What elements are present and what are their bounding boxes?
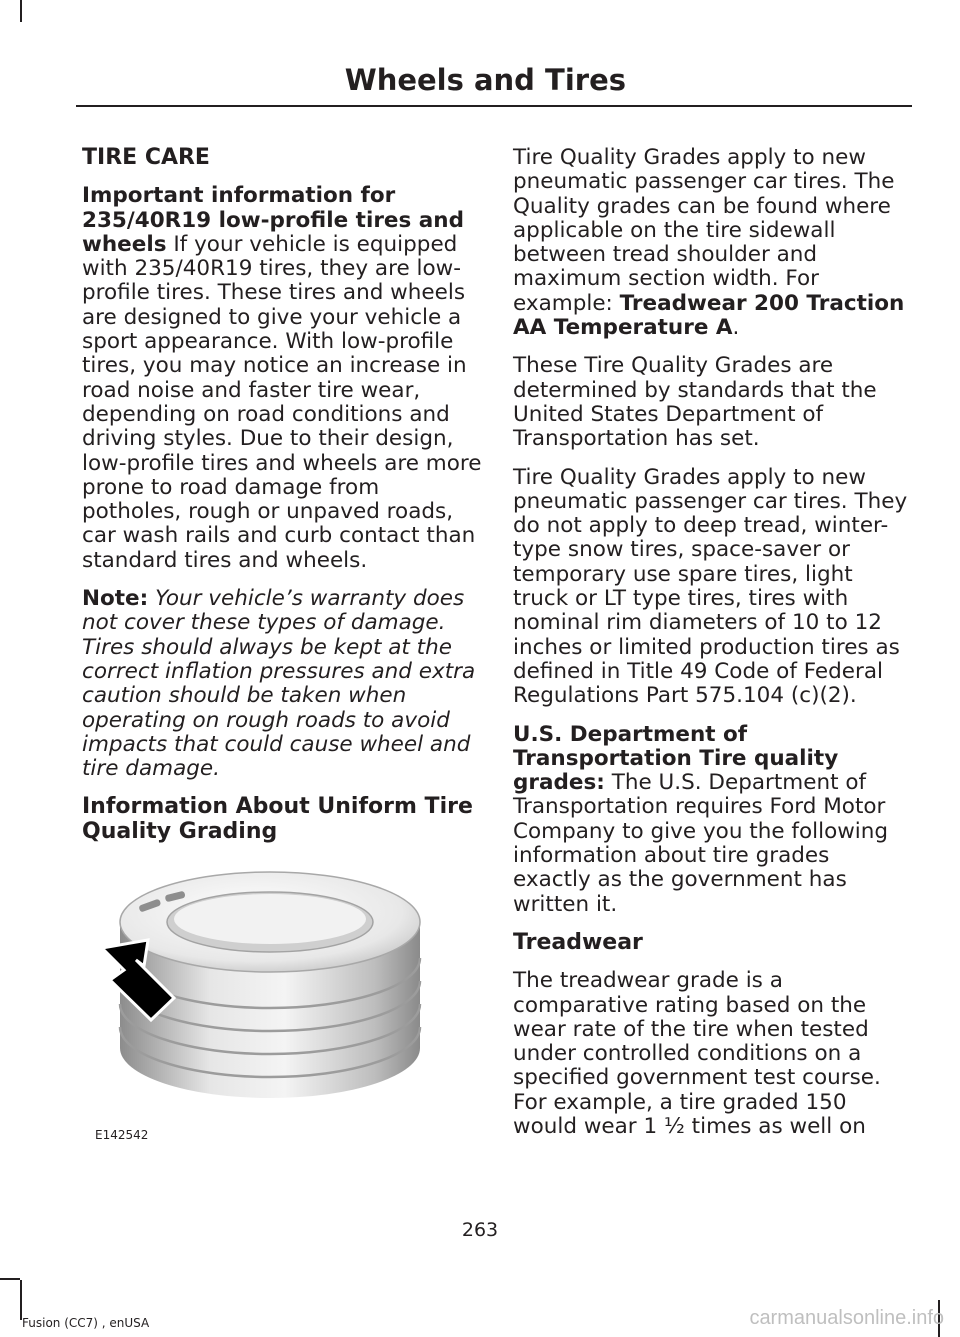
- right-column: [513, 146, 913, 1153]
- crop-mark: [20, 0, 22, 22]
- note-text: Your vehicle’s warranty does not cover these types of damage. Tires should always be kept at the correct inflation pressures and extra caution should be taken when operating on rough roads to avoid impacts that could cause wheel and tire damage.: [82, 586, 476, 782]
- low-profile-heading: Important information for 235/40R19 low-profile tires and wheels: [82, 183, 464, 257]
- low-profile-text: If your vehicle is equipped with 235/40R19 tires, they are low-profile tires. These tires and wheels are designed to give your vehicle a sport appearance. With low-profile tires, you may notice an increase in road noise and faster tire wear, depending on road conditions and driving styles. Due to their design, low-profile tires and wheels are more prone to road damage from potholes, rough or unpaved roads, car wash rails and curb contact than standard tires and wheels.: [82, 231, 482, 573]
- note-paragraph: [82, 587, 482, 781]
- crop-mark: [0, 1278, 20, 1280]
- watermark: carmanualsonline.info: [749, 1307, 944, 1329]
- crop-mark: [20, 1280, 22, 1320]
- grade-example-period: .: [732, 315, 740, 341]
- section-heading-tire-care: TIRE CARE: [82, 145, 210, 170]
- paragraph-exclusions: Tire Quality Grades apply to new pneumatic passenger car tires. They do not apply to deep tread, winter-type snow tires, space-saver or temporary use spare tires, light truck or LT type tires, tires with nominal rim diameters of 10 to 12 inches or limited production tires as defined in Title 49 Code of Federal Regulations Part 575.104 (c)(2).: [513, 464, 908, 709]
- tire-figure: [87, 866, 452, 1148]
- page-title: Wheels and Tires: [344, 63, 626, 97]
- tire-sidewall-arrow-illustration: [87, 866, 452, 1148]
- paragraph-standards: These Tire Quality Grades are determined by standards that the United States Department of Transportation has set.: [513, 353, 877, 452]
- paragraph-treadwear: The treadwear grade is a comparative rating based on the wear rate of the tire when tested under controlled conditions on a specified government test course. For example, a tire graded 150 would wear 1 ½ times as well on: [513, 968, 881, 1139]
- quality-grades-text: Tire Quality Grades apply to new pneumatic passenger car tires. The Quality grades can be found where applicable on the tire sidewall between tread shoulder and maximum section width. For example:: [513, 145, 895, 316]
- header-divider: [76, 105, 912, 107]
- dot-grades-text: The U.S. Department of Transportation requires Ford Motor Company to give you the following information about tire grades exactly as the government has written it.: [513, 770, 889, 917]
- figure-code: E142542: [95, 1128, 149, 1143]
- heading-treadwear: Treadwear: [513, 929, 643, 955]
- paragraph-quality-grades-location: [513, 146, 913, 340]
- paragraph-dot-grades: [513, 723, 913, 917]
- grade-example: Treadwear 200 Traction AA Temperature A: [513, 290, 905, 341]
- paragraph-low-profile-tires: [82, 184, 482, 573]
- subheading-utqg: Information About Uniform Tire Quality Grading: [82, 794, 473, 844]
- dot-grades-heading: U.S. Department of Transportation Tire quality grades:: [513, 721, 839, 796]
- page-number: 263: [461, 1219, 499, 1241]
- note-label: Note:: [82, 586, 149, 612]
- footer-doc-info: Fusion (CC7) , enUSA: [22, 1316, 150, 1330]
- left-column: [82, 146, 482, 1148]
